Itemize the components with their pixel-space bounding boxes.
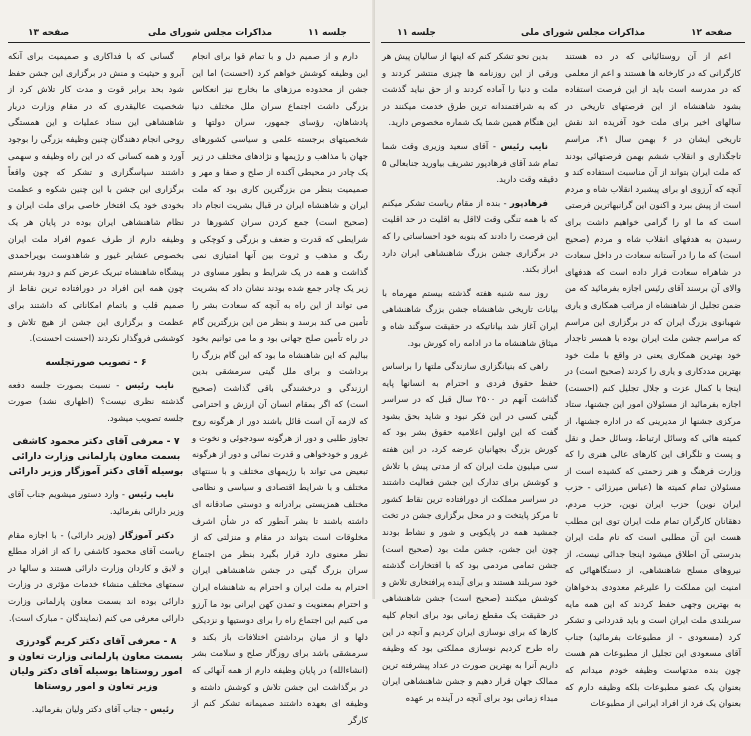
page-number: صفحه ۱۳ (28, 28, 70, 38)
paragraph-text: دارم و از صمیم دل و با تمام قوا برای انجام این وظیفه کوشش خواهم کرد (احسنت) اما این جشن از محدوده مرزهای ما بخارج نیز انعکاس بزرگی داشت اجتماع سران ملل مختلف دنیا پادشاهان، رؤسای جمهور، سران دولتها و شخصیتهای برجسته علمی و سیاسی کشورهای جهان با مذاهب و رژیمها و نژادهای مختلف در زیر یک چادر در محیطی آکنده از صلح و صفا و مهر و صمیمیت بنظر من بزرگترین کاری بود که ملت ایران و شاهنشاه ایران در قبال بشریت انجام داد (صحیح است) جمع کردن سران کشورها در شرایطی که قدرت و ضعف و بزرگی و کوچکی و رنگ و مذهب و ثروت بین آنها امتیازی نمی گذاشت و همه در یک شرایط و بطور مساوی در زیر یک چادر جمع شده بودند نشان داد که بشریت می تواند از این راه به آنچه که سعادت بشر را تأمین می کند برسد و بنظر من این بزرگترین گام در راه تأمین صلح جهانی بود و ما می توانیم بخود ببالیم که این شاهنشاه ما بود که این گام بزرگ را برداشت و برای ملل گیتی سرمشقی بدین ارزندگی و درخشندگی باقی گذاشت (صحیح است) که اگر بمقام انسان آن ارزش و احترامی که لازمه آن است قائل باشند دور از هرگونه روح تجاوز طلبی و دور از هرگونه سودجوئی و نخوت و غرور و خودخواهی و قدرت نمائی و دور از هرگونه تبعیض می تواند با رژیمهای مختلف و با سنتهای مختلف و با شرایط اقتصادی و سیاسی و نظامی مختلف همزیستی برادرانه و دوستی صادقانه ای داشته باشند تا بشر آنطور که در شأن اشرف مخلوقات است بتواند در مقام و منزلتی که از نظر معنوی دارد قرار بگیرد بنظر من اجتماع سران بزرگ گیتی در جشن شاهنشاهی ایران احترام به ملت ایران و احترام به شاهنشاه ایران و احترام بمعنویت و تمدن کهن ایرانی بود ما آرزو می کنیم این اجتماع راه را برای دوستیها و نزدیکی دلها و از میان برداشتن اختلافات باز بکند و سرمشقی باشد برای روزگار صلح و سلامت بشر (انشاءالله) در پایان وظیفه دارم از همه آنهائی که در برگذاشت این جشن تلاش و کوشش داشته و وظیفه ای بعهده داشتند صمیمانه تشکر کنم از کارگر (192, 52, 368, 726)
speaker-name: فرهادپور (509, 198, 548, 209)
right-page (375, 0, 751, 710)
page-number: صفحه ۱۲ (691, 28, 733, 38)
speaker-name: دکتر آموزگار (119, 530, 175, 541)
paragraph-text: روز سه شنبه هفته گذشته بیستم مهرماه با بیانات تاریخی شاهنشاه جشن بزرگ شاهنشاهی ایران آغاز شد بیاناتیکه در حقیقت سوگند شاه و میثاق شاهنشاه ما در ادامه راه کورش بود. (382, 288, 558, 349)
text-column (382, 49, 558, 715)
publication-title: مذاکرات مجلس شورای ملی (521, 28, 646, 38)
paragraph (382, 286, 558, 352)
speech-paragraph (8, 528, 184, 628)
paragraph (192, 49, 368, 729)
paragraph-text: - آقای سعید وزیری وقت شما تمام شد آقای فرهادپور تشریف بیاورید جنابعالی ۵ دقیقه وقت دارید. (382, 141, 558, 186)
paragraph-text: راهی که بنیانگزاری سازندگی ملتها را براساس حفظ حقوق فردی و احترام به انسانها پایه گذاشت آنهم در ۲۵۰۰ سال قبل که در سراسر گیتی کسی در این فکر نبود و شاید بحق بشود گفت که این اولین اعلامیه حقوق بشر بود که کورش بزرگ بجهانیان عرضه کرد، در این هفته سی میلیون ملت ایران که از مدتی پیش با تلاش و کوشش برای تدارک این جشن فعالیت داشتند در سراسر مملکت از دورافتاده ترین نقاط کشور تا مرکز پایتخت و در محل برگزاری جشن در تخت جمشید همه در پایکوبی و شور و نشاط بودند چون این جشن، جشن ملت بود (صحیح است) جشن تمامی مردمی بود که با افتخارات گذشته خود سربلند هستند و برای آینده پرافتخاری تلاش و کوشش میکنند (صحیح است) جشن شاهنشاهی در حقیقت یک مقطع زمانی بود برای انجام کلیه کارها که برای نوسازی ایران کردیم و آنچه در این راه طرح کردیم نوسازی مملکتی بود که وظیفه داریم آنرا به بهترین صورت در عداد پیشرفته ترین ممالک جهان قرار دهیم و جشن شاهنشاهی ایران مبداء زمانی بود برای آنچه در آینده بر عهده (382, 362, 558, 704)
speech-paragraph (8, 378, 184, 428)
text-column (8, 49, 184, 726)
speech-paragraph (382, 196, 558, 279)
text-column (192, 49, 368, 736)
page-header (381, 28, 745, 43)
speech-paragraph (382, 139, 558, 189)
paragraph (565, 49, 741, 713)
speech-paragraph (8, 487, 184, 520)
section-heading: ۷ - معرفی آقای دکتر محمود کاشفی بسمت معاون پارلمانی وزارت دارائی بوسیله آقای دکتر آموزگار وزیر دارائی (8, 436, 184, 478)
session-number: جلسه ۱۱ (397, 28, 436, 38)
speaker-name: نایب رئیس (125, 380, 174, 391)
speaker-name: رئیس (150, 705, 174, 716)
paragraph-text: - بنده از مقام ریاست تشکر میکنم که با همه تنگی وقت لااقل به اقلیت در حد اقلیت این فرصت را دادند که بنوبه خود احساساتی را که در برگزاری جشن بزرگ شاهنشاهی ایران دارد ابراز بکند. (382, 198, 558, 276)
page-header (8, 28, 370, 43)
speaker-name: نایب رئیس (128, 490, 174, 501)
paragraph-text: - وارد دستور میشویم جناب آقای وزیر دارائی بفرمائید. (8, 490, 184, 518)
paragraph-text: اعم از آن روستائیانی که در ده هستند کارگرانی که در کارخانه ها هستند و اعم از معلمی که در مدرسه است باید از این فرصت استفاده بشود شاهنشاه از این فرصتهای تاریخی در سالهای اخیر برای ملت خود آفریده اند نقش تاریخی ایشان در ۶ بهمن سال ۴۱، مراسم تاجگذاری و انقلاب ششم بهمن فرصتهائی بودند که ملت ایران بتواند از آن مناسبت استفاده کند و آنچه که آرزوی او برای پیشبرد انقلاب شاه و مردم است از پیش ببرد و اکنون این گرانبهاترین فرصتی است که ما او را گرامی خواهیم داشت برای رسیدن به هدفهای انقلاب شاه و مردم (صحیح است) که ما را در آستانه سعادت در داخل سعادت در شاهراه سعادت قرار داده است که هدفهای والای آن برسند آقای رئیس اجازه بفرمائید که من ضمن تجلیل از شاهنشاه از مراتب همکاری و یاری شهبانوی بزرگ ایران که در برگزاری این مراسم که مراسم جشن ملت ایران بوده با همسر تاجدار خود بهترین همکاری یعنی در واقع با ملت خود بهترین مددکاری و یاری را کردند (صحیح است) در اینجا با کمال عزت و جلال تجلیل کنم (احسنت) اجازه بفرمائید از مسئولان امور این جشنها، ستاد مرکزی جشنها از مدیرینی که در اداره جشنها، از کمیته هائی که وسائل ارتباط، وسائل حمل و نقل و پست و تلگراف این کارهای عالی هنری را که وزارت فرهنگ و هنر زحمتی که کشیده است از مسئولان تمام کمیته ها (عباس میرزائی - حزب ایران نوین) حزب ایران نوین، حزب مردم، دهقانان کارگران تمام ملت ایران توی این مطلب هست این آن مطلبی است که نام ملت ایران بدرستی آن اطلاق میشود اینجا جدائی نیست، از نیروهای مسلح شاهنشاهی، از دستگاههائی که امنیت این مملکت را علیرغم معدودی بدخواهان به بهترین وجهی حفظ کردند که این همه مایه سربلندی ملت ایران است و باید قدردانی و تشکر کرد (مسعودی - از مطبوعات بفرمائید) جناب آقای مسعودی این تجلیل از مطبوعات هم هست چون بنده مدتهاست وظیفه خودم میدانم که بعنوان یک عضو مطبوعات بلکه وظیفه دارم که بعنوان یک فرد از افراد ایرانی از مطبوعات (565, 52, 741, 710)
paragraph (382, 359, 558, 707)
paragraph-text: گسانی که با فداکاری و صمیمیت برای آنکه آبرو و حیثیت و منش در برگزاری این جشن حفظ شود بحد برابر قوت و مدت کار تلاش کرد از شخصیت عالیقدری که در مقام وزارت دربار شاهنشاهی این ستاد عملیات و این همستگی روحی انجام دهندگان چنین وظیفه بزرگی را بوجود آورد و همه کسانی که در این راه وظیفه و سهمی داشتند سپاسگزاری و تشکر که چون واقعاً برگزاری این جشن با این چنین شکوه و عظمت بخودی خود یک افتخار خاصی برای ملت ایران و نظام شاهنشاهی ایران بوده در پایان هر یک وظیفه دارم از طرف عموم افراد ملت ایران بخصوص عشایر غیور و شاهدوست بویراحمدی پیشگاه شاهنشاه تبریک عرض کنم و درود بفرستم چون همه این افراد در دورافتاده ترین نقاط از صمیم قلب و باتمام امکاناتی که داشتند برای عظمت و برگزاری این جشن از هیچ تلاش و کوششی فروگذار نکردند (احسنت احسنت). (8, 52, 184, 345)
publication-title: مذاکرات مجلس شورای ملی (148, 28, 273, 38)
paragraph-text: بدین نحو تشکر کنم که اینها از سالیان پیش هر ورقی از این روزنامه ها چیزی منتشر کردند و ملت و دنیا را آماده کردند و از حق نباید گذشت که به شرافتمندانه ترین طرق خدمت میکنند در این هنگام همین شما یک شماره مخصوص دارید. (382, 52, 558, 129)
paragraph-text: - نسبت بصورت جلسه دفعه گذشته نظری نیست؟ (اظهاری نشد) صورت جلسه تصویب میشود. (8, 380, 184, 424)
text-column (565, 49, 741, 720)
left-page (0, 0, 375, 726)
session-number: جلسه ۱۱ (308, 28, 347, 38)
section-heading: ۶ - تصویب صورتجلسه (45, 356, 147, 368)
speaker-name: نایب رئیس (500, 141, 548, 152)
speech-paragraph (8, 702, 184, 719)
paragraph (8, 49, 184, 348)
paragraph-text: (وزیر دارائی) - با اجازه مقام ریاست آقای محمود کاشفی را که از افراد مطلع و لایق و کاردان وزارت دارائی هستند و سالها در سمتهای مختلف منشاء خدمات مؤثری در وزارت دارائی بوده اند بسمت معاون پارلمانی وزارت دارائی معرفی می کنم (نمایندگان - مبارک است). (8, 530, 184, 624)
section-heading: ۸ - معرفی آقای دکتر کریم گودرزی بسمت معاون پارلمانی وزارت تعاون و امور روستاها بوسیله آقای دکتر ولیان وزیر تعاون و امور روستاها (8, 636, 184, 693)
paragraph (382, 49, 558, 132)
paragraph-text: - جناب آقای دکتر ولیان بفرمائید. (31, 705, 148, 716)
